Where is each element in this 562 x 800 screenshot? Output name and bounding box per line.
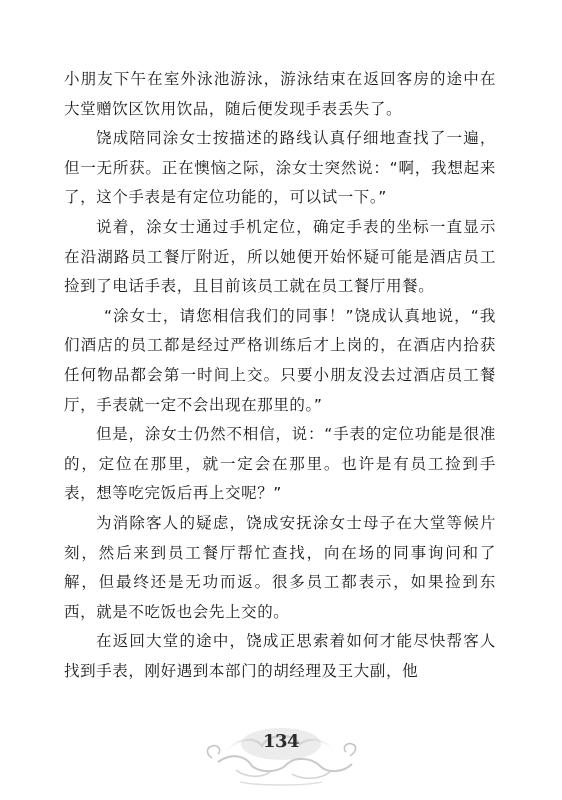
page-footer	[0, 722, 562, 786]
paragraph-3: 说着，涂女士通过手机定位，确定手表的坐标一直显示在沿湖路员工餐厅附近，所以她便开始怀疑可能是酒店员工捡到了电话手表，且目前该员工就在员工餐厅用餐。	[64, 217, 496, 296]
page-number: 134	[262, 731, 300, 752]
paragraph-5: 但是，涂女士仍然不相信，说：“手表的定位功能是很准的，定位在那里，就一定会在那里。也许是有员工捡到手表，想等吃完饭后再上交呢？”	[64, 425, 496, 503]
paragraph-2: 饶成陪同涂女士按描述的路线认真仔细地查找了一遍，但一无所获。正在懊恼之际，涂女士突然说：“啊，我想起来了，这个手表是有定位功能的，可以试一下。”	[64, 129, 496, 207]
paragraph-7: 在返回大堂的途中，饶成正思索着如何才能尽快帮客人找到手表，刚好遇到本部门的胡经理及王大副，他	[64, 632, 496, 680]
paragraph-4: “涂女士，请您相信我们的同事！”饶成认真地说，“我们酒店的员工都是经过严格训练后才上岗的，在酒店内拾获任何物品都会第一时间上交。只要小朋友没去过酒店员工餐厅，手表就一定不会出现在那里的。”	[64, 306, 496, 414]
page-body	[64, 65, 496, 686]
paragraph-1: 小朋友下午在室外泳池游泳，游泳结束在返回客房的途中在大堂赠饮区饮用饮品，随后便发现手表丢失了。	[64, 70, 496, 118]
paragraph-6: 为消除客人的疑虑，饶成安抚涂女士母子在大堂等候片刻，然后来到员工餐厅帮忙查找，向在场的同事询问和了解，但最终还是无功而返。很多员工都表示，如果捡到东西，就是不吃饭也会先上交的。	[64, 513, 496, 621]
